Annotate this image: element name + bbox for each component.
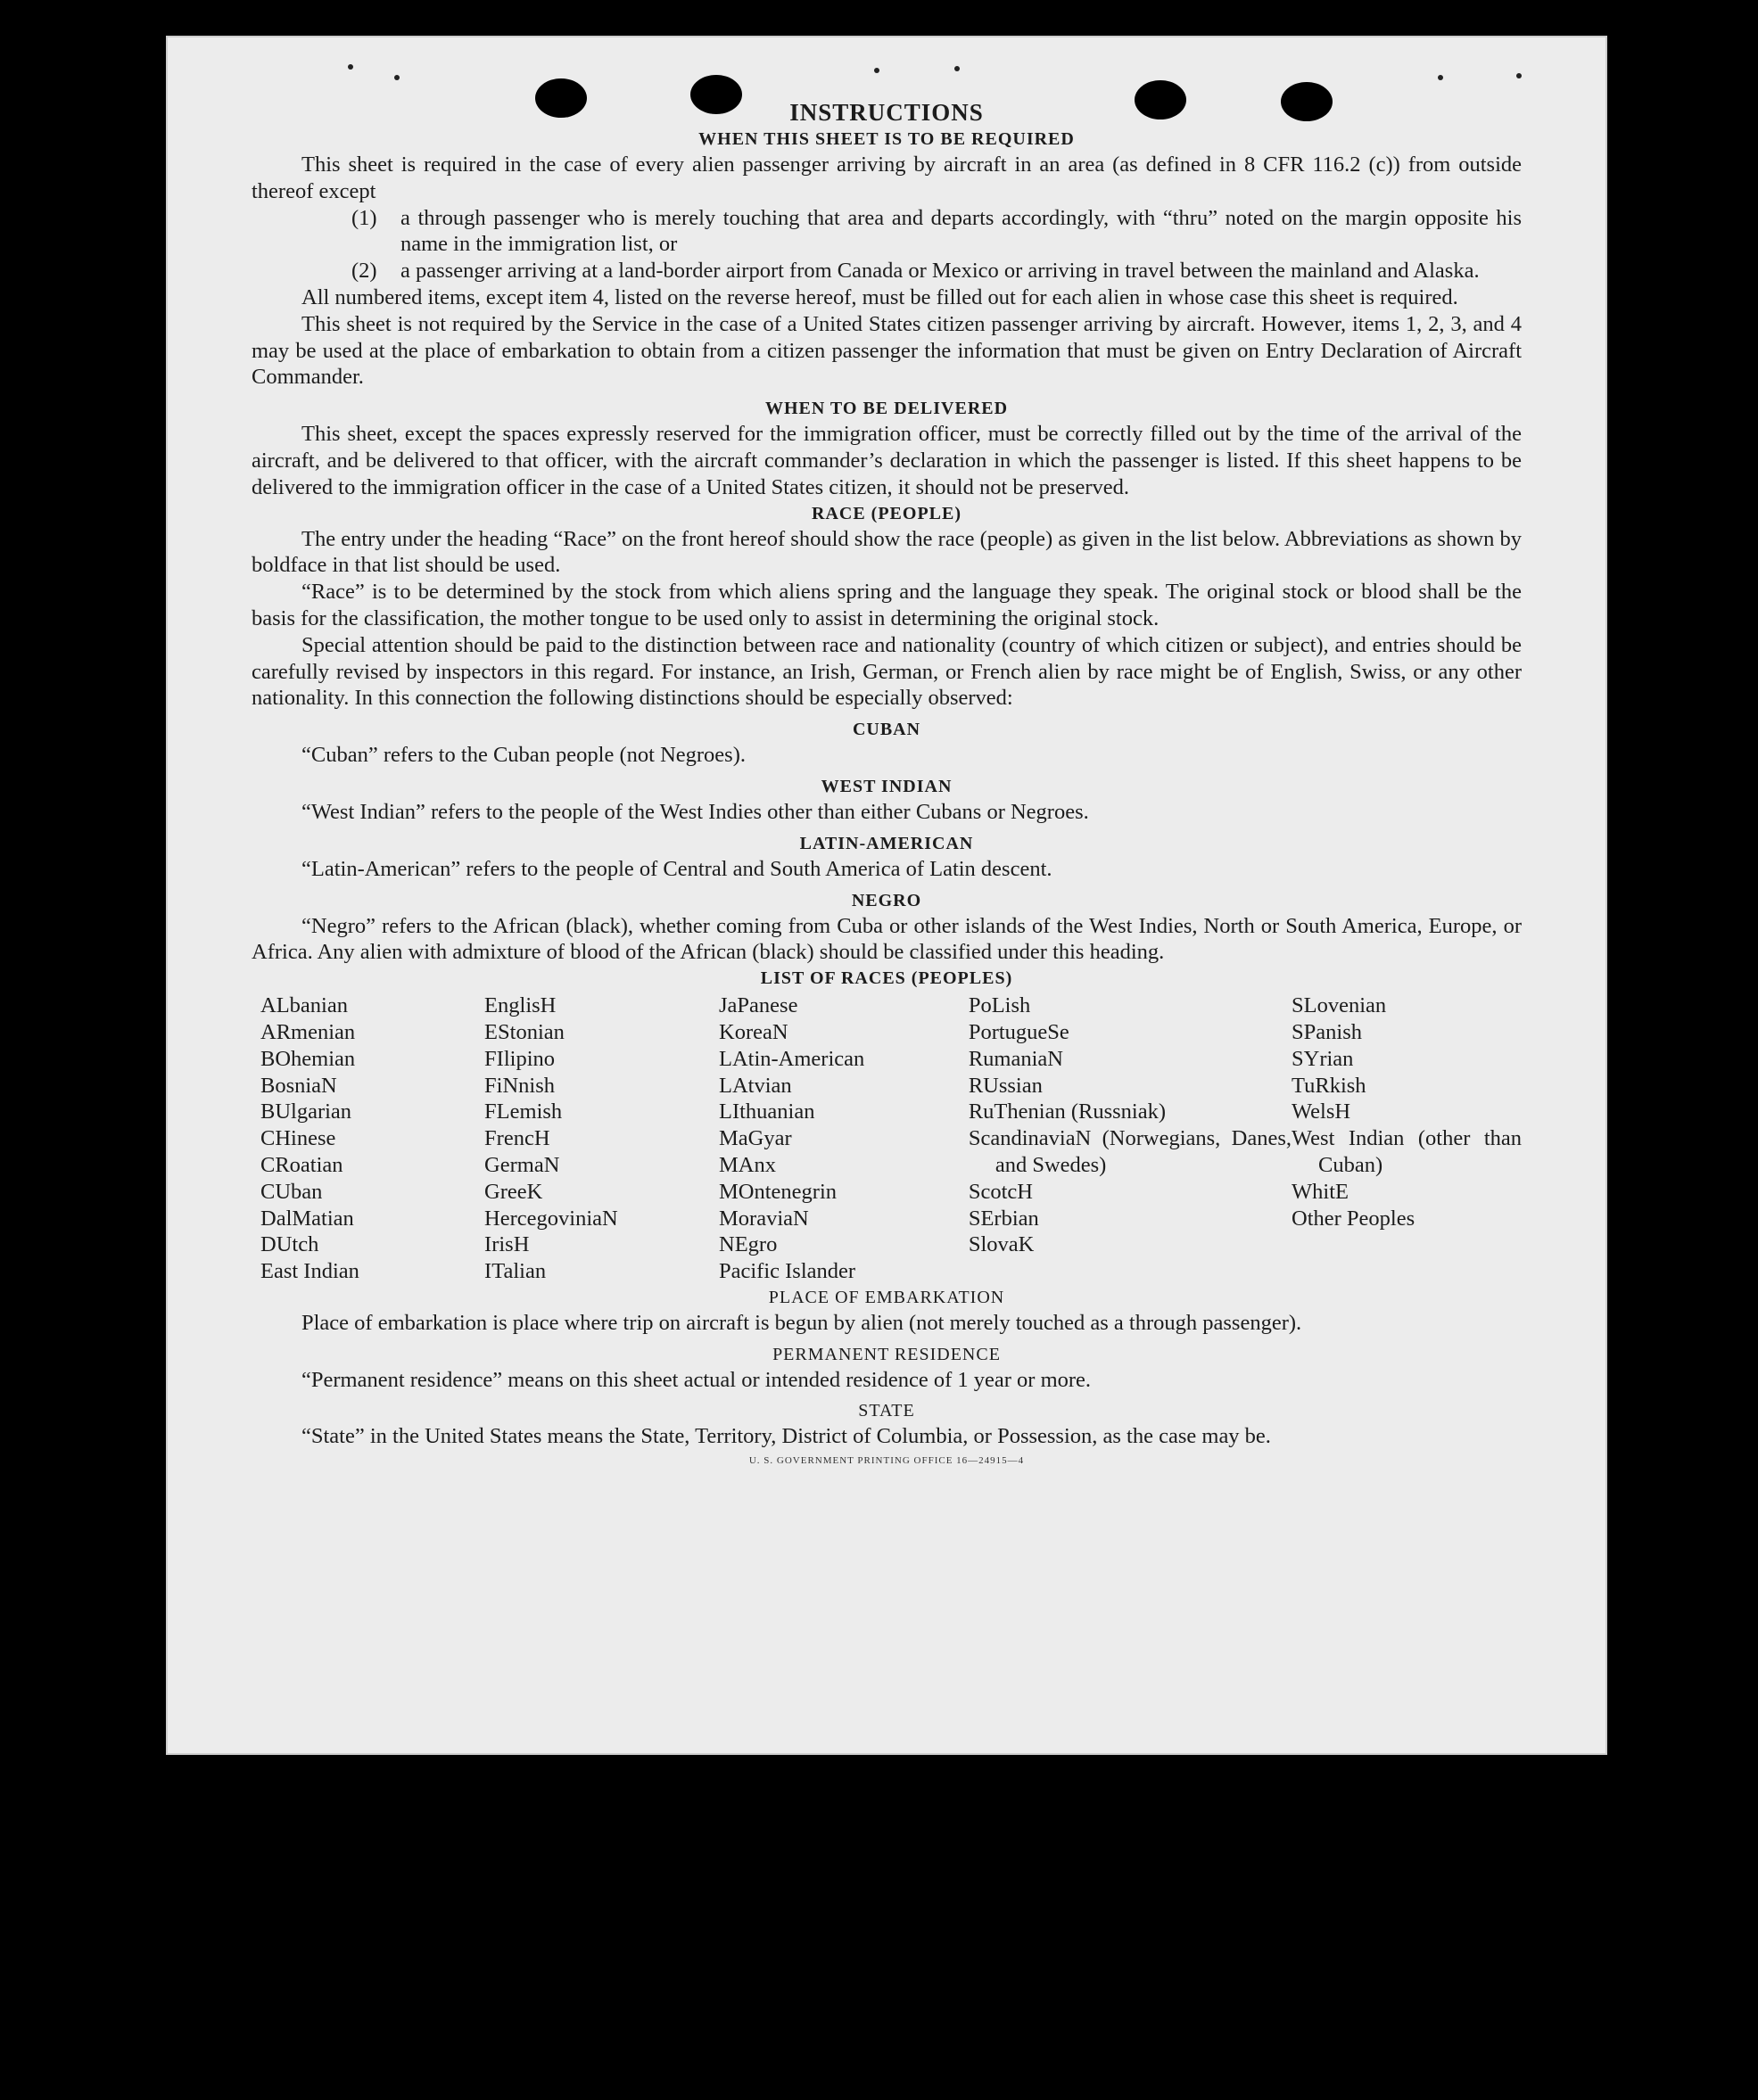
- exception-item: [351, 205, 1522, 259]
- cuban-text: “Cuban” refers to the Cuban people (not Negroes).: [301, 743, 746, 768]
- race-entry: Other Peoples: [1292, 1206, 1415, 1231]
- race-entry: SErbian: [968, 1206, 1039, 1231]
- exception-text: a passenger arriving at a land-border airport from Canada or Mexico or arriving in travel between the mainland and Alaska.: [400, 259, 1480, 284]
- heading-west-indian: WEST INDIAN: [821, 776, 953, 796]
- heading-races-list: LIST OF RACES (PEOPLES): [760, 968, 1013, 989]
- race-entry: SLovenian: [1292, 993, 1387, 1018]
- race-entry: East Indian: [260, 1259, 359, 1284]
- race-entry: IrisH: [484, 1232, 530, 1257]
- west-indian-text: “West Indian” refers to the people of the West Indies other than either Cubans or Negroes.: [301, 799, 1089, 824]
- speck: [1516, 73, 1522, 78]
- race-entry: DUtch: [260, 1232, 319, 1257]
- races-column-2: [484, 992, 719, 1285]
- race-entry: TuRkish: [1292, 1073, 1366, 1098]
- race-entry: SYrian: [1292, 1046, 1354, 1071]
- race-entry: MaGyar: [719, 1126, 792, 1151]
- race-entry: MoraviaN: [719, 1206, 809, 1231]
- races-column-1: [252, 992, 484, 1285]
- page-title: INSTRUCTIONS: [789, 99, 984, 126]
- race-entry: JaPanese: [719, 993, 798, 1018]
- races-column-4: [969, 992, 1292, 1285]
- race-paragraph-3: Special attention should be paid to the distinction between race and nationality (country of which citizen or subject), and entries should be carefully revised by inspectors in this regard. For instance, an Irish, German, or French alien by race might be of English, Swiss, or any other nationality. In this connection the following distinctions should be especially observed:: [252, 632, 1522, 711]
- race-entry: ARmenian: [260, 1019, 356, 1044]
- race-entry: BosniaN: [260, 1073, 337, 1098]
- heading-latin-american: LATIN-AMERICAN: [799, 833, 974, 853]
- race-entry: RumaniaN: [968, 1046, 1063, 1071]
- race-entry: CUban: [260, 1179, 323, 1204]
- heading-race: RACE (PEOPLE): [812, 503, 962, 523]
- race-entry: FiNnish: [484, 1073, 556, 1098]
- race-entry: ScotcH: [968, 1179, 1033, 1204]
- heading-state: STATE: [858, 1401, 915, 1421]
- races-column-3: [719, 992, 969, 1285]
- races-table: [252, 992, 1522, 1285]
- race-entry: EStonian: [484, 1019, 565, 1044]
- race-entry: GreeK: [484, 1179, 543, 1204]
- race-entry: BUlgarian: [260, 1099, 352, 1124]
- residence-text: “Permanent residence” means on this sheet actual or intended residence of 1 year or more.: [301, 1367, 1092, 1392]
- race-entry: FrencH: [484, 1126, 550, 1151]
- heading-cuban: CUBAN: [852, 720, 921, 740]
- speck: [348, 64, 353, 70]
- race-entry: RuThenian (Russniak): [968, 1099, 1166, 1124]
- race-entry: Pacific Islander: [719, 1259, 856, 1284]
- race-entry: PoLish: [968, 993, 1031, 1018]
- race-entry: RUssian: [968, 1073, 1043, 1098]
- items-paragraph: All numbered items, except item 4, listed on the reverse hereof, must be filled out for each alien in whose case this sheet is required.: [301, 284, 1458, 309]
- race-entry: ScandinaviaN (Norwegians, Danes, and Swedes): [968, 1126, 1292, 1177]
- state-text: “State” in the United States means the State, Territory, District of Columbia, or Possession, as the case may be.: [301, 1424, 1271, 1449]
- race-entry: PortugueSe: [968, 1019, 1069, 1044]
- delivered-paragraph: This sheet, except the spaces expressly reserved for the immigration officer, must be correctly filled out by the time of the arrival of the aircraft, and be delivered to that officer, with the aircraft commander’s declaration in which the passenger is listed. If this sheet happens to be delivered to the immigration officer in the case of a United States citizen, it should not be preserved.: [252, 422, 1522, 499]
- race-entry: LAtin-American: [719, 1046, 865, 1071]
- heading-when-delivered: WHEN TO BE DELIVERED: [764, 399, 1009, 419]
- race-paragraph-2: “Race” is to be determined by the stock from which aliens spring and the language they speak. The original stock or blood shall be the basis for the classification, the mother tongue to be used only to assist in determining the original stock.: [252, 580, 1522, 630]
- race-entry: FLemish: [484, 1099, 563, 1124]
- race-entry: MOntenegrin: [719, 1179, 837, 1204]
- embarkation-text: Place of embarkation is place where trip on aircraft is begun by alien (not merely touched as a through passenger).: [301, 1310, 1302, 1335]
- race-entry: CRoatian: [260, 1152, 343, 1177]
- race-entry: SlovaK: [968, 1232, 1035, 1257]
- required-intro: This sheet is required in the case of every alien passenger arriving by aircraft in an area (as defined in 8 CFR 116.2 (c)) from outside thereof except: [252, 152, 1522, 203]
- speck: [1438, 75, 1443, 80]
- race-entry: KoreaN: [719, 1019, 788, 1044]
- exception-text: a through passenger who is merely touching that area and departs accordingly, with “thru” noted on the margin opposite his name in the immigration list, or: [400, 205, 1522, 257]
- races-column-5: [1292, 992, 1522, 1285]
- citizen-paragraph: This sheet is not required by the Service in the case of a United States citizen passenger arriving by aircraft. However, items 1, 2, 3, and 4 may be used at the place of embarkation to obtain from a citizen passenger the information that must be given on Entry Declaration of Aircraft Commander.: [252, 311, 1522, 390]
- race-entry: NEgro: [719, 1232, 778, 1257]
- race-entry: FIlipino: [484, 1046, 556, 1071]
- exception-number: (1): [351, 205, 377, 230]
- printer-imprint: U. S. GOVERNMENT PRINTING OFFICE 16—24915—4: [748, 1455, 1025, 1467]
- race-entry: GermaN: [484, 1152, 560, 1177]
- race-entry: CHinese: [260, 1126, 336, 1151]
- exception-number: (2): [351, 259, 377, 284]
- race-entry: DalMatian: [260, 1206, 354, 1231]
- speck: [874, 68, 879, 73]
- speck: [394, 75, 400, 80]
- race-entry: ITalian: [484, 1259, 547, 1284]
- race-entry: EnglisH: [484, 993, 557, 1018]
- race-entry: WhitE: [1292, 1179, 1349, 1204]
- race-entry: West Indian (other than Cuban): [1292, 1126, 1523, 1177]
- exception-list: [252, 205, 1522, 284]
- race-entry: MAnx: [719, 1152, 776, 1177]
- race-entry: ALbanian: [260, 993, 348, 1018]
- heading-negro: NEGRO: [851, 890, 922, 910]
- heading-embarkation: PLACE OF EMBARKATION: [768, 1287, 1005, 1307]
- race-entry: LIthuanian: [719, 1099, 815, 1124]
- heading-when-required: WHEN THIS SHEET IS TO BE REQUIRED: [698, 129, 1075, 149]
- race-entry: WelsH: [1292, 1099, 1351, 1124]
- race-entry: HercegoviniaN: [484, 1206, 618, 1231]
- race-paragraph-1: The entry under the heading “Race” on the front hereof should show the race (people) as given in the list below. Abbreviations as shown by boldface in that list should be used.: [252, 526, 1522, 578]
- exception-item: [351, 258, 1522, 284]
- race-entry: BOhemian: [260, 1046, 356, 1071]
- race-entry: LAtvian: [719, 1073, 792, 1098]
- latin-american-text: “Latin-American” refers to the people of Central and South America of Latin descent.: [301, 856, 1052, 881]
- instruction-sheet: [166, 36, 1607, 1755]
- content: [252, 98, 1522, 1466]
- heading-permanent-residence: PERMANENT RESIDENCE: [772, 1344, 1001, 1364]
- race-entry: SPanish: [1292, 1019, 1362, 1044]
- negro-text: “Negro” refers to the African (black), whether coming from Cuba or other islands of the West Indies, North or South America, Europe, or Africa. Any alien with admixture of blood of the African (black) should be classified under this heading.: [252, 913, 1522, 965]
- speck: [954, 66, 960, 71]
